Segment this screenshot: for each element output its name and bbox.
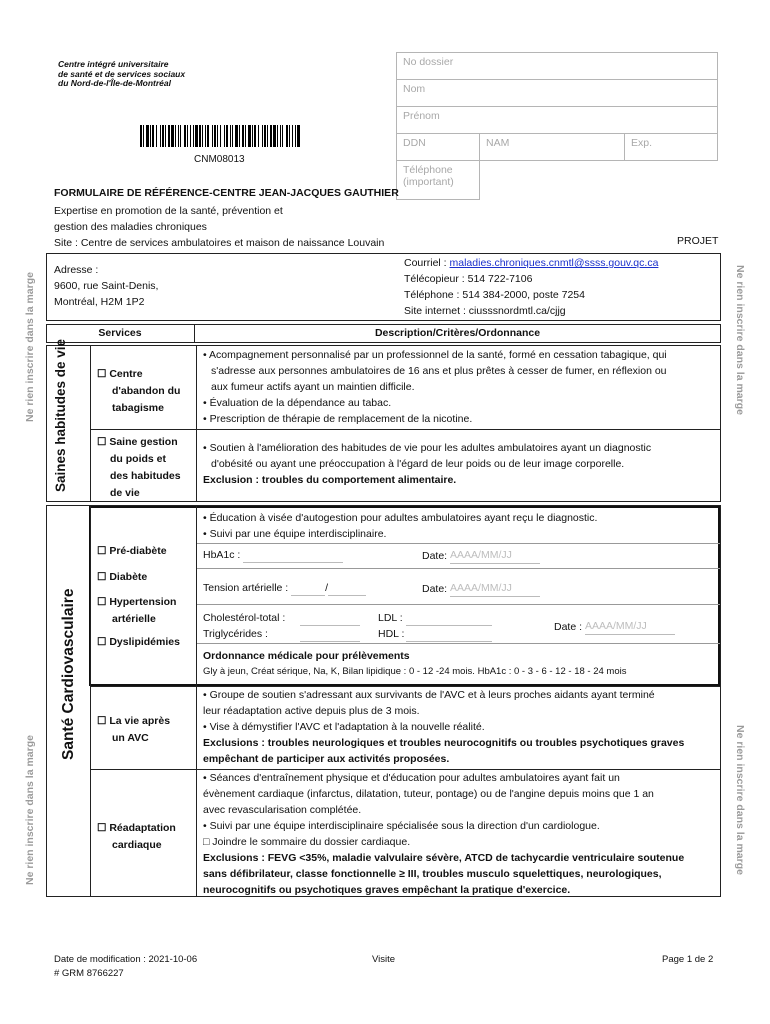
modification-date: Date de modification : 2021-10-06 [54, 954, 198, 965]
address-street: 9600, rue Saint-Denis, [54, 280, 159, 292]
ldl-label: LDL : [378, 612, 403, 624]
service-diabete[interactable] [97, 569, 147, 586]
hba1c-row [203, 547, 343, 563]
triglycerides-input[interactable] [300, 629, 360, 642]
ldl-input[interactable] [406, 613, 492, 626]
tension-date-row [422, 580, 540, 597]
hdl-label: HDL : [378, 628, 405, 640]
avc-bullet-cont: leur réadaptation active depuis plus de 3 mois. [203, 705, 420, 717]
page-number: Page 1 de 2 [662, 954, 714, 965]
service-readaptation[interactable] [97, 820, 176, 854]
service-prediabete-label: Pré-diabète [109, 545, 167, 557]
cholesterol-input[interactable] [300, 613, 360, 626]
service-dyslipidemies-label: Dyslipidémies [109, 636, 180, 648]
cardio-bullet: • Suivi par une équipe interdisciplinaire. [203, 528, 387, 540]
fax-line: Télécopieur : 514 722-7106 [404, 273, 533, 285]
tension-diastolic-input[interactable] [328, 583, 366, 596]
poids-bullet: • Soutien à l'amélioration des habitudes de vie pour les adultes ambulatoires ayant un diagnostic [203, 442, 652, 454]
avc-bullet: • Groupe de soutien s'adressant aux survivants de l'AVC et à leurs proches aidants ayant terminé [203, 689, 655, 701]
address-city: Montréal, H2M 1P2 [54, 296, 145, 308]
institution-line: du Nord-de-l'Île-de-Montréal [58, 78, 171, 88]
service-poids-label: de vie [110, 487, 140, 499]
service-prediabete[interactable] [97, 543, 167, 560]
lipid-rows [203, 610, 360, 642]
service-poids-line [97, 434, 181, 451]
nam-field[interactable]: NAM [480, 134, 625, 161]
service-hypertension-label: artérielle [112, 613, 156, 625]
service-poids-label: des habitudes [110, 470, 181, 482]
readapt-bullet: • Suivi par une équipe interdisciplinaire spécialisée sous la direction d'un cardiologue. [203, 820, 600, 832]
contact-info [404, 255, 658, 319]
service-tabac[interactable] [97, 366, 180, 417]
service-hypertension[interactable] [97, 594, 176, 628]
readapt-exclusion-cont: neurocognitifs ou psychotiques graves empêchant la pratique d'exercice. [203, 884, 571, 896]
barcode-number: CNM08013 [194, 154, 245, 165]
cholesterol-label: Cholestérol-total : [203, 612, 286, 624]
cardio-bullet: • Éducation à visée d'autogestion pour adultes ambulatoires ayant reçu le diagnostic. [203, 512, 598, 524]
tabac-bullet-cont: aux fumeur actifs ayant un maintien difficile. [211, 381, 415, 393]
margin-note: Ne rien inscrire dans la marge [24, 272, 36, 422]
telephone-field[interactable] [397, 161, 480, 200]
readapt-bullet: • Séances d'entraînement physique et d'éducation pour adultes ambulatoires ayant fait un [203, 772, 620, 784]
footer-left [54, 953, 197, 981]
date-label: Date : [554, 621, 583, 633]
hba1c-label: HbA1c : [203, 549, 241, 561]
hba1c-input[interactable] [243, 550, 343, 563]
lipid-date-input[interactable]: AAAA/MM/JJ [585, 618, 675, 635]
description-readaptation [203, 770, 684, 898]
ordonnance-title: Ordonnance médicale pour prélèvements [203, 650, 410, 662]
checkbox-hypertension[interactable]: ☐ [97, 596, 107, 608]
email-line [404, 255, 658, 271]
margin-note: Ne rien inscrire dans la marge [734, 265, 746, 415]
description-avc [203, 687, 684, 767]
grm-number: # GRM 8766227 [54, 968, 124, 979]
barcode-bar [297, 125, 300, 147]
readapt-bullet-cont: avec revascularisation complétée. [203, 804, 362, 816]
tabac-bullet: • Évaluation de la dépendance au tabac. [203, 397, 392, 409]
empty-cell [480, 161, 718, 200]
service-avc-label: La vie après [109, 715, 171, 727]
site-line: Site : Centre de services ambulatoires et maison de naissance Louvain [54, 237, 385, 249]
ordonnance-text: Gly à jeun, Créat sérique, Na, K, Bilan lipidique : 0 - 12 -24 mois. HbA1c : 0 - 3 - 6 - 12 - 18 - 24 mois [203, 666, 627, 677]
tension-date-input[interactable]: AAAA/MM/JJ [450, 580, 540, 597]
telephone-label: Téléphone [403, 164, 453, 176]
service-poids-label: du poids et [110, 453, 166, 465]
service-hypertension-label: Hypertension [109, 596, 177, 608]
intro-line: Expertise en promotion de la santé, prévention et [54, 205, 283, 217]
service-tabac-label: Centre [109, 368, 143, 380]
email-link[interactable]: maladies.chroniques.cnmtl@ssss.gouv.qc.ca [449, 257, 659, 269]
triglycerides-label: Triglycérides : [203, 628, 268, 640]
service-avc[interactable] [97, 713, 170, 747]
section-label-saines-habitudes: Saines habitudes de vie [53, 338, 68, 492]
phone-line: Téléphone : 514 384-2000, poste 7254 [404, 289, 585, 301]
date-label: Date: [422, 583, 448, 595]
description-poids [203, 440, 651, 488]
tension-row [203, 580, 366, 596]
avc-exclusion: Exclusions : troubles neurologiques et troubles neurocognitifs ou troubles psychotiques graves [203, 737, 685, 749]
form-intro [54, 203, 384, 251]
hdl-input[interactable] [406, 629, 492, 642]
address [54, 262, 158, 310]
readapt-bullet-cont: évènement cardiaque (infarctus, dilatation, tuteur, pontage) ou de l'angine depuis moins que 1 an [203, 788, 654, 800]
tension-label: Tension artérielle : [203, 582, 289, 594]
poids-exclusion: Exclusion : troubles du comportement alimentaire. [203, 474, 457, 486]
exp-field[interactable]: Exp. [625, 134, 718, 161]
barcode [140, 125, 300, 147]
service-readaptation-label: Réadaptation [109, 822, 176, 834]
service-hypertension-line [97, 594, 176, 611]
hba1c-date-row [422, 547, 540, 564]
tabac-bullet: • Acompagnement personnalisé par un professionnel de la santé, formé en cessation tabagique, qui [203, 349, 667, 361]
ddn-field[interactable]: DDN [397, 134, 480, 161]
ldl-hdl-rows [378, 610, 492, 642]
margin-note: Ne rien inscrire dans la marge [24, 735, 36, 885]
patient-id-table [396, 52, 718, 200]
readapt-attach-checkbox[interactable]: □ Joindre le sommaire du dossier cardiaque. [203, 836, 411, 848]
margin-note: Ne rien inscrire dans la marge [734, 725, 746, 875]
checkbox-prediabete[interactable]: ☐ [97, 545, 107, 557]
triglycerides-row [203, 626, 360, 642]
footer-visit: Visite [372, 954, 396, 965]
hdl-row [378, 626, 492, 642]
readapt-exclusion: Exclusions : FEVG <35%, maladie valvulaire sévère, ATCD de tachycardie ventriculaire soutenue [203, 852, 685, 864]
tension-slash: / [325, 582, 329, 594]
description-cardio [203, 510, 597, 542]
checkbox-dyslipidemies[interactable]: ☐ [97, 636, 107, 648]
tabac-bullet: • Prescription de thérapie de remplacement de la nicotine. [203, 413, 473, 425]
checkbox-diabete[interactable]: ☐ [97, 571, 107, 583]
col-description-header: Description/Critères/Ordonnance [374, 327, 541, 339]
readapt-exclusion-cont: sans défibrilateur, classe fonctionnelle ≥ III, troubles musculo squelettiques, neurologiques, [203, 868, 662, 880]
checkbox-avc[interactable]: ☐ [97, 715, 107, 727]
tension-systolic-input[interactable] [291, 583, 325, 596]
email-label: Courriel : [404, 257, 450, 269]
service-readaptation-label: cardiaque [112, 839, 162, 851]
institution-name [58, 60, 185, 89]
service-tabac-label: tabagisme [112, 402, 164, 414]
checkbox-readaptation[interactable]: ☐ [97, 822, 107, 834]
telephone-note: (important) [403, 176, 454, 188]
institution-line: de santé et de services sociaux [58, 68, 186, 79]
checkbox-tabac[interactable]: ☐ [97, 368, 107, 380]
poids-bullet-cont: d'obésité ou ayant une préoccupation à l'égard de leur poids ou de leur image corporelle. [211, 458, 625, 470]
tabac-bullet-cont: s'adresse aux personnes ambulatoires de 16 ans et plus prêtes à cesser de fumer, en réflexion ou [211, 365, 667, 377]
service-avc-label: un AVC [112, 732, 149, 744]
avc-bullet: • Vise à démystifier l'AVC et l'adaptation à la nouvelle réalité. [203, 721, 485, 733]
service-tabac-line [97, 366, 180, 383]
institution-line: Centre intégré universitaire [58, 59, 169, 69]
service-poids-label: Saine gestion [109, 436, 178, 448]
service-dyslipidemies[interactable] [97, 634, 180, 651]
cholesterol-row [203, 610, 360, 626]
ordonnance [203, 648, 626, 680]
checkbox-poids[interactable]: ☐ [97, 436, 107, 448]
no-dossier-field[interactable]: No dossier [397, 53, 718, 80]
section-label-cardiovasculaire: Santé Cardiovasculaire [60, 588, 77, 760]
service-readaptation-line [97, 820, 176, 837]
col-services-header: Services [98, 327, 142, 339]
website-line: Site internet : ciusssnordmtl.ca/cjjg [404, 305, 566, 317]
prenom-field[interactable]: Prénom [397, 107, 718, 134]
ldl-row [378, 610, 492, 626]
nom-field[interactable]: Nom [397, 80, 718, 107]
service-poids[interactable] [97, 434, 181, 502]
date-label: Date: [422, 550, 448, 562]
address-label: Adresse : [54, 264, 99, 276]
status-label: PROJET [677, 235, 719, 247]
hba1c-date-input[interactable]: AAAA/MM/JJ [450, 547, 540, 564]
form-title: FORMULAIRE DE RÉFÉRENCE-CENTRE JEAN-JACQUES GAUTHIER [54, 187, 399, 199]
avc-exclusion-cont: empêchant de participer aux activités proposées. [203, 753, 450, 765]
service-diabete-label: Diabète [109, 571, 148, 583]
description-tabac [203, 347, 667, 427]
intro-line: gestion des maladies chroniques [54, 221, 207, 233]
lipid-date-row [554, 618, 675, 635]
service-tabac-label: d'abandon du [112, 385, 181, 397]
service-avc-line [97, 713, 170, 730]
